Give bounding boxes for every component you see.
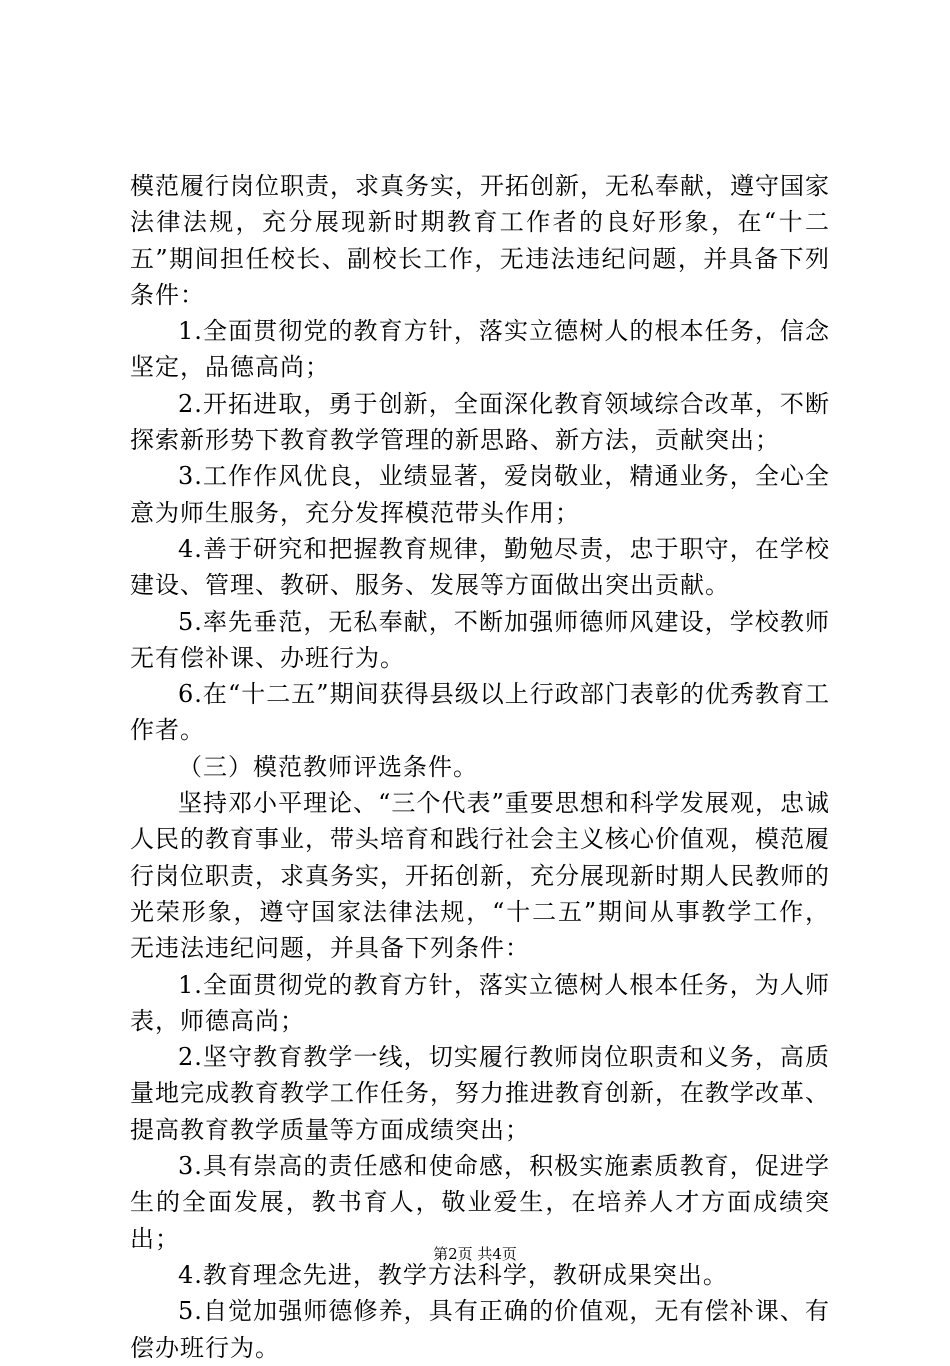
document-body — [130, 168, 830, 1366]
paragraph: （三）模范教师评选条件。 — [178, 752, 478, 781]
paragraph: 1.全面贯彻党的教育方针，落实立德树人的根本任务，信念坚定，品德高尚； — [130, 317, 830, 382]
paragraph: 5.自觉加强师德修养，具有正确的价值观，无有偿补课、有偿办班行为。 — [130, 1297, 830, 1362]
paragraph: 2.开拓进取，勇于创新，全面深化教育领域综合改革，不断探索新形势下教育教学管理的新思路、新方法，贡献突出； — [130, 389, 830, 455]
paragraph: 6.在“十二五”期间获得县级以上行政部门表彰的优秀教育工作者。 — [130, 680, 830, 745]
paragraph: 4.善于研究和把握教育规律，勤勉尽责，忠于职守，在学校建设、管理、教研、服务、发展等方面做出突出贡献。 — [130, 534, 830, 600]
paragraph: 4.教育理念先进，教学方法科学，教研成果突出。 — [178, 1260, 728, 1289]
paragraph: 模范履行岗位职责，求真务实，开拓创新，无私奉献，遵守国家法律法规，充分展现新时期教育工作者的良好形象，在“十二五”期间担任校长、副校长工作，无违法违纪问题，并具备下列条件： — [130, 172, 830, 309]
paragraph: 5.率先垂范，无私奉献，不断加强师德师风建设，学校教师无有偿补课、办班行为。 — [130, 607, 830, 672]
paragraph: 坚持邓小平理论、“三个代表”重要思想和科学发展观，忠诚人民的教育事业，带头培育和践行社会主义核心价值观，模范履行岗位职责，求真务实，开拓创新，充分展现新时期人民教师的光荣形象，遵守国家法律法规，“十二五”期间从事教学工作，无违法违纪问题，并具备下列条件： — [130, 789, 830, 963]
paragraph: 1.全面贯彻党的教育方针，落实立德树人根本任务，为人师表，师德高尚； — [130, 970, 830, 1035]
page-footer: 第2页 共4页 — [433, 1245, 517, 1263]
paragraph: 3.工作作风优良，业绩显著，爱岗敬业，精通业务，全心全意为师生服务，充分发挥模范带头作用； — [130, 462, 830, 527]
paragraph: 3.具有崇高的责任感和使命感，积极实施素质教育，促进学生的全面发展，教书育人，敬业爱生，在培养人才方面成绩突出； — [130, 1152, 830, 1253]
paragraph: 2.坚守教育教学一线，切实履行教师岗位职责和义务，高质量地完成教育教学工作任务，努力推进教育创新，在教学改革、提高教育教学质量等方面成绩突出； — [130, 1043, 830, 1144]
